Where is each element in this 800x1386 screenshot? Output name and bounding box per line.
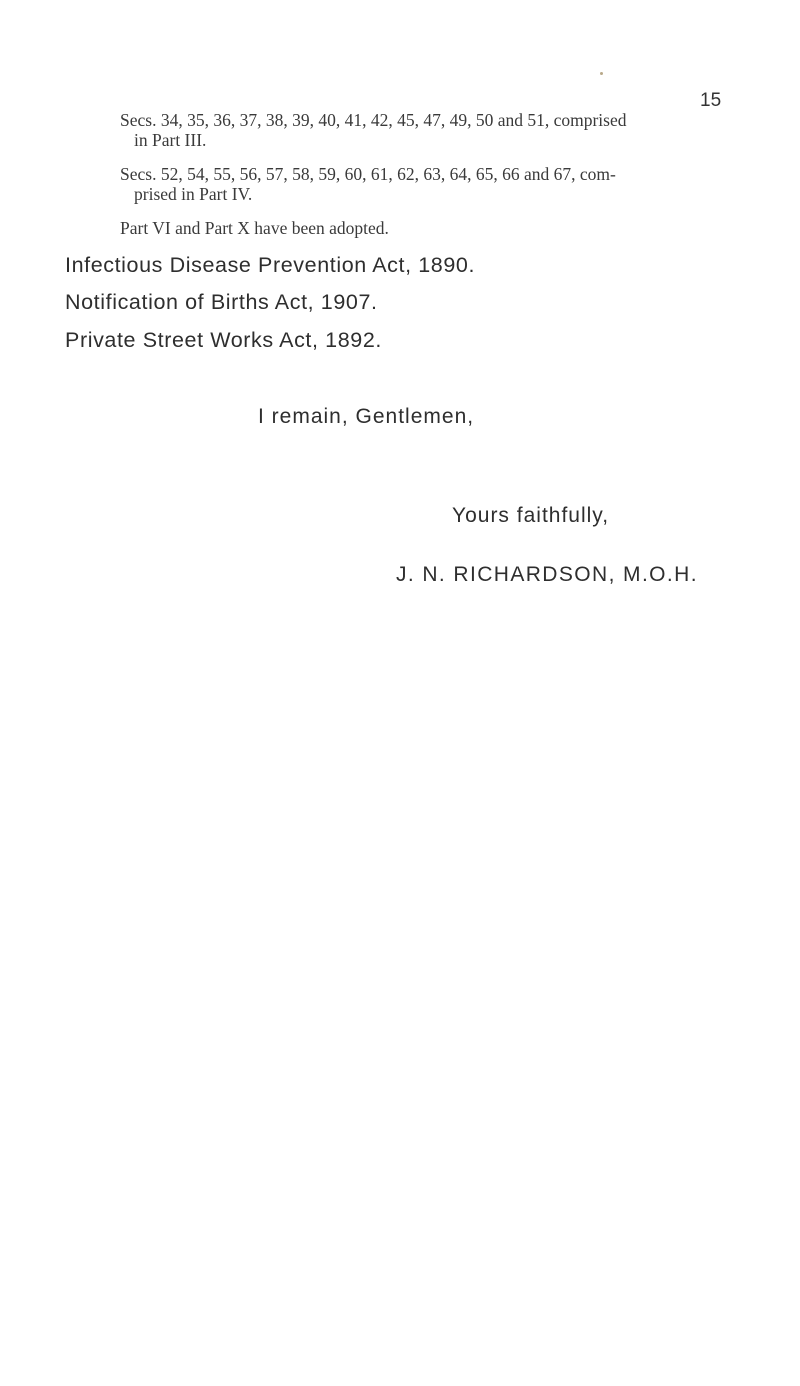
sections-part-three bbox=[120, 110, 760, 150]
sections-part-three-line1: Secs. 34, 35, 36, 37, 38, 39, 40, 41, 42, 45, 47, 49, 50 and 51, comprised bbox=[120, 110, 627, 130]
closing-remain: I remain, Gentlemen, bbox=[258, 405, 475, 428]
act-infectious-disease: Infectious Disease Prevention Act, 1890. bbox=[65, 253, 476, 277]
sections-part-four-line1: Secs. 52, 54, 55, 56, 57, 58, 59, 60, 61, 62, 63, 64, 65, 66 and 67, com- bbox=[120, 164, 616, 184]
closing-yours-faithfully: Yours faithfully, bbox=[452, 504, 610, 527]
paper-speck bbox=[600, 72, 603, 75]
sections-part-four bbox=[120, 164, 760, 204]
page-number: 15 bbox=[700, 90, 722, 111]
parts-adopted-text: Part VI and Part X have been adopted. bbox=[120, 218, 389, 238]
sections-part-four-line2: prised in Part IV. bbox=[134, 184, 253, 204]
parts-adopted-note bbox=[120, 218, 760, 238]
act-private-street-works: Private Street Works Act, 1892. bbox=[65, 328, 382, 352]
signature: J. N. RICHARDSON, M.O.H. bbox=[396, 563, 698, 586]
sections-part-three-line2: in Part III. bbox=[134, 130, 207, 150]
act-notification-of-births: Notification of Births Act, 1907. bbox=[65, 290, 378, 314]
